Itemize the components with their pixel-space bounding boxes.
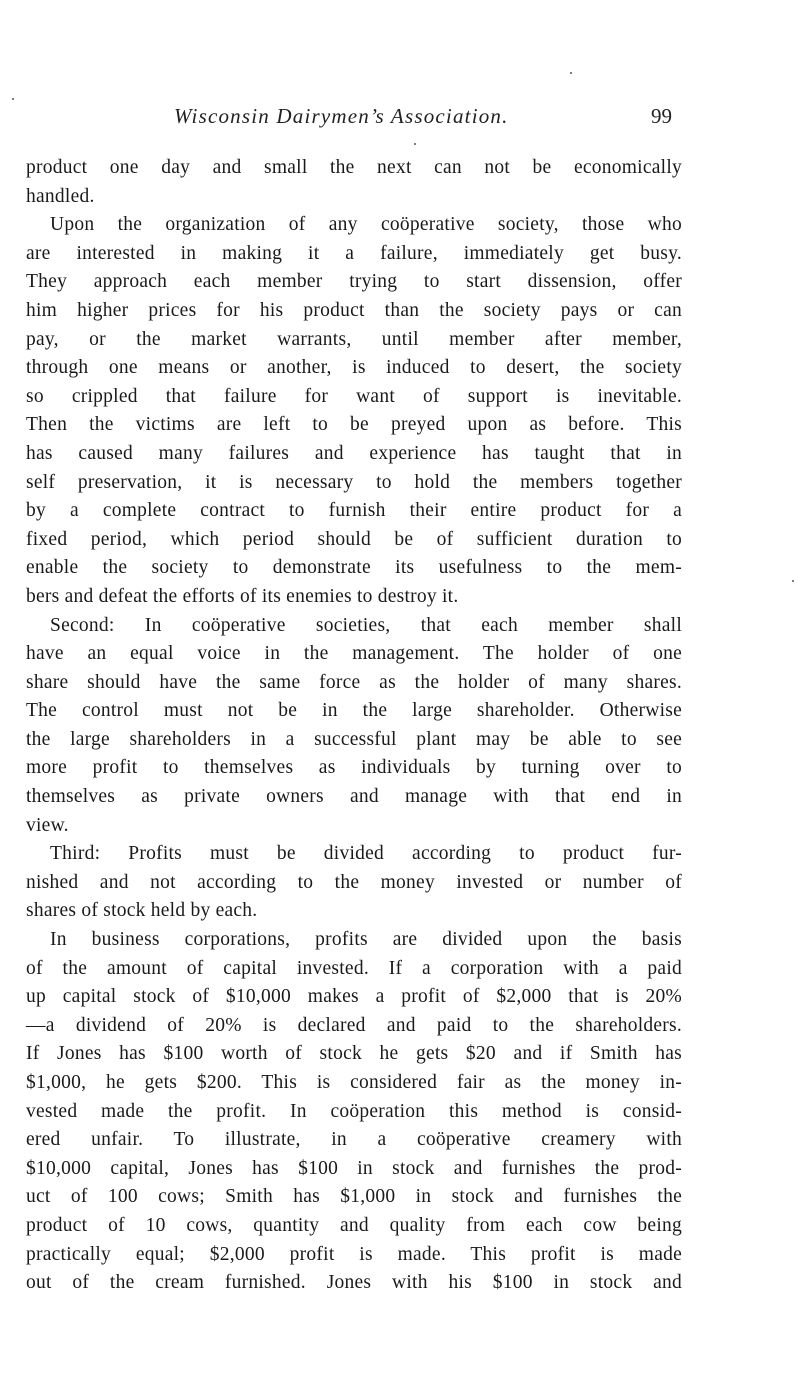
body-text [26,154,682,1298]
print-speck [414,143,416,145]
text-line: They approach each member trying to start dissension, offer [26,271,682,293]
text-line: by a complete contract to furnish their entire product for a [26,500,682,522]
text-line: vested made the profit. In coöperation this method is consid- [26,1100,682,1122]
text-line: $10,000 capital, Jones has $100 in stock and furnishes the prod- [26,1157,682,1179]
text-line: so crippled that failure for want of support is inevitable. [26,385,682,407]
text-line: uct of 100 cows; Smith has $1,000 in stock and furnishes the [26,1186,682,1208]
text-line: pay, or the market warrants, until member after member, [26,328,682,350]
text-line: share should have the same force as the holder of many shares. [26,671,682,693]
print-speck [792,580,794,582]
text-line: more profit to themselves as individuals by turning over to [26,757,682,779]
text-line: product one day and small the next can not be economically [26,157,682,178]
text-line: shares of stock held by each. [26,900,258,922]
text-line: —a dividend of 20% is declared and paid to the shareholders. [26,1014,682,1036]
print-speck [570,72,572,74]
text-line: practically equal; $2,000 profit is made. This profit is made [26,1243,682,1265]
text-line: bers and defeat the efforts of its enemies to destroy it. [26,585,459,607]
text-line: In business corporations, profits are divided upon the basis [50,929,682,951]
text-line: the large shareholders in a successful plant may be able to see [26,728,682,750]
text-line: Then the victims are left to be preyed upon as before. This [26,414,682,436]
text-line: The control must not be in the large shareholder. Otherwise [26,700,682,722]
text-line: product of 10 cows, quantity and quality from each cow being [26,1214,682,1236]
text-line: If Jones has $100 worth of stock he gets $20 and if Smith has [26,1043,682,1065]
text-line: view. [26,814,69,836]
running-header [0,104,798,134]
text-line: fixed period, which period should be of sufficient duration to [26,528,682,550]
text-line: ered unfair. To illustrate, in a coöperative creamery with [26,1129,682,1151]
text-line: Upon the organization of any coöperative society, those who [50,214,682,236]
text-line: out of the cream furnished. Jones with his $100 in stock and [26,1272,682,1294]
text-line: has caused many failures and experience has taught that in [26,442,682,464]
text-line: $1,000, he gets $200. This is considered fair as the money in- [26,1072,682,1093]
text-line: Second: In coöperative societies, that each member shall [50,614,682,636]
page-number: 99 [651,104,672,128]
text-line: handled. [26,185,95,207]
text-line: through one means or another, is induced to desert, the society [26,357,682,379]
text-line: are interested in making it a failure, immediately get busy. [26,242,682,264]
running-title: Wisconsin Dairymen’s Association. [174,104,509,128]
text-line: of the amount of capital invested. If a corporation with a paid [26,957,682,979]
text-line: self preservation, it is necessary to hold the members together [26,471,682,493]
text-line: themselves as private owners and manage with that end in [26,786,682,808]
print-speck [12,98,14,100]
text-line: up capital stock of $10,000 makes a profit of $2,000 that is 20% [26,986,682,1008]
text-line: him higher prices for his product than the society pays or can [26,299,682,321]
text-line: have an equal voice in the management. The holder of one [26,643,682,665]
text-line: nished and not according to the money invested or number of [26,871,682,893]
text-line: Third: Profits must be divided according to product fur- [50,843,682,865]
text-line: enable the society to demonstrate its usefulness to the mem- [26,557,682,579]
